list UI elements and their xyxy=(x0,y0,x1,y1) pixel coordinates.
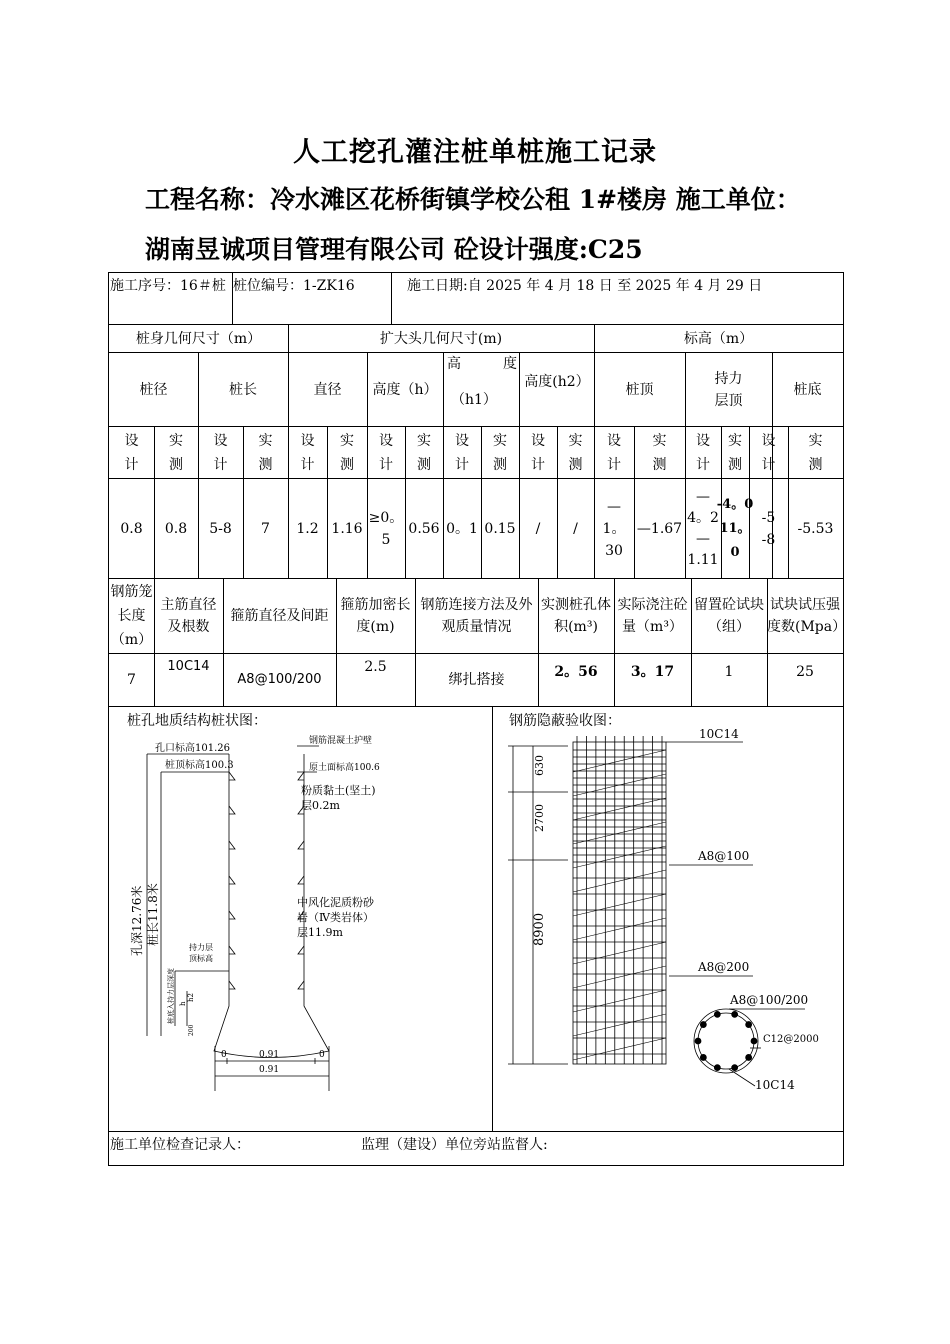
label-main-bar: 10C14 xyxy=(699,727,739,741)
head-dense-length: 箍筋加密长 度(m) xyxy=(340,597,411,635)
head-main-bar: 主筋直径 及根数 xyxy=(160,597,217,635)
val-dense-length: 2.5 xyxy=(364,659,387,675)
head-height-h: 高度（h） xyxy=(372,381,438,398)
group-pile-body: 桩身几何尺寸（m） xyxy=(135,330,262,347)
section-bar-dot xyxy=(700,1022,706,1028)
head-pile-top: 桩顶 xyxy=(625,381,654,398)
val-len-design: 5-8 xyxy=(209,520,232,537)
val-dia-measured: 1.16 xyxy=(331,520,363,537)
label-layer-rock-thickness: 层11.9m xyxy=(297,926,343,939)
val-h1-measured: 0.15 xyxy=(484,520,516,537)
val-pour-volume: 3。17 xyxy=(630,664,675,680)
head-hole-volume: 实测桩孔体 积(m³) xyxy=(541,597,611,635)
head-stirrup: 箍筋直径及间距 xyxy=(230,608,329,624)
head-test-blocks: 留置砼试块 （组） xyxy=(694,597,764,635)
label-spacing-100-200: A8@100/200 xyxy=(730,993,809,1007)
val-h2-design: / xyxy=(535,520,541,537)
val-bear-design: — 4。2 — 1.11 xyxy=(687,488,719,568)
rebar-cage-drawing xyxy=(493,706,843,1131)
design-header: 设 计 xyxy=(531,432,545,473)
head-pour-volume: 实际浇注砼 量（m³） xyxy=(617,597,688,635)
label-section-bar: 10C14 xyxy=(755,1078,795,1092)
head-height-h2: 高度(h2） xyxy=(524,374,590,390)
inspector-label: 施工单位检查记录人： xyxy=(110,1137,250,1153)
label-hole-depth: 孔深12.76米 xyxy=(130,885,144,956)
design-header: 设 计 xyxy=(761,432,776,473)
label-hole-mouth-elevation: 孔口标高101.26 xyxy=(155,743,230,754)
label-layer-clay-thickness: 层0.2m xyxy=(301,799,340,812)
val-stirrup: A8@100/200 xyxy=(237,672,322,687)
label-spacing-100: A8@100 xyxy=(698,849,750,863)
label-dim-091-top: 0.91 xyxy=(259,1050,280,1060)
label-layer-rock: 中风化泥质粉砂 xyxy=(297,896,374,909)
label-dim-0-left: 0 xyxy=(221,1050,227,1060)
measured-header: 实 测 xyxy=(340,432,354,473)
construction-sequence: 施工序号：16＃桩 xyxy=(110,278,226,294)
label-embed-depth: 桩底入持力层深度 xyxy=(167,968,175,1024)
design-header: 设 计 xyxy=(455,432,469,473)
label-retaining-wall: 钢筋混凝土护壁 xyxy=(309,736,373,746)
head-height-h1: 高 度 （h1） xyxy=(447,356,517,408)
val-test-blocks: 1 xyxy=(724,664,734,680)
label-dim-0-right: 0 xyxy=(319,1050,325,1060)
right-drawing-title: 钢筋隐蔽验收图： xyxy=(509,713,621,729)
head-cage-length: 钢筋笼 长度 （m） xyxy=(110,584,153,648)
val-h2-measured: / xyxy=(573,520,578,537)
label-pile-top-elevation: 桩顶标高100.3 xyxy=(165,760,234,771)
label-layer-rock-class: 岩（Ⅳ类岩体） xyxy=(297,911,374,924)
dim-630: 630 xyxy=(533,755,546,776)
val-top-measured: —1.67 xyxy=(636,520,683,537)
val-cage-length: 7 xyxy=(127,672,136,688)
head-bearing-layer: 持力 层顶 xyxy=(714,370,743,409)
section-bar-dot xyxy=(695,1038,701,1044)
label-dim-091-bottom: 0.91 xyxy=(259,1065,280,1075)
page-title: 人工挖孔灌注桩单桩施工记录 xyxy=(293,137,657,168)
val-d-measured: 0.8 xyxy=(164,520,188,537)
head-diameter: 直径 xyxy=(313,381,342,398)
val-h-measured: 0.56 xyxy=(408,520,440,537)
left-drawing-title: 桩孔地质结构桩状图： xyxy=(127,713,267,729)
measured-header: 实 测 xyxy=(808,432,823,473)
val-bear-measured: -4。0 11。 0 xyxy=(716,496,754,560)
pile-number: 桩位编号：1-ZK16 xyxy=(233,278,355,294)
measured-header: 实 测 xyxy=(258,432,273,473)
val-dia-design: 1.2 xyxy=(296,520,319,537)
measured-header: 实 测 xyxy=(652,432,667,473)
val-bottom-design: -5 -8 xyxy=(761,509,776,548)
head-connection: 钢筋连接方法及外 观质量情况 xyxy=(420,597,533,635)
measured-header: 实 测 xyxy=(728,432,742,473)
measured-header: 实 测 xyxy=(493,432,507,473)
section-bar-dot xyxy=(714,1065,720,1071)
val-main-bar: 10C14 xyxy=(167,659,210,674)
label-pile-length: 桩长11.8米 xyxy=(146,883,160,946)
measured-header: 实 测 xyxy=(417,432,431,473)
val-test-strength: 25 xyxy=(796,664,814,680)
group-elevation: 标高（m） xyxy=(683,330,754,347)
label-h: h xyxy=(179,1001,187,1006)
section-bar-dot xyxy=(732,1065,738,1071)
section-bar-dot xyxy=(732,1011,738,1017)
val-top-design: — 1。30 xyxy=(602,498,626,559)
section-bar-dot xyxy=(700,1054,706,1060)
design-header: 设 计 xyxy=(607,432,621,473)
label-bearing-layer: 持力层 xyxy=(189,943,213,952)
label-bearing-top: 顶标高 xyxy=(189,954,213,963)
head-pile-length: 桩长 xyxy=(229,381,257,398)
label-spacing-200: A8@200 xyxy=(698,960,750,974)
head-pile-diameter: 桩径 xyxy=(139,381,168,398)
section-bar-dot xyxy=(714,1011,720,1017)
head-test-strength: 试块试压强 度数(Mpa） xyxy=(767,597,847,635)
construction-date: 施工日期:自 2025 年 4 月 18 日 至 2025 年 4 月 29 日 xyxy=(407,278,763,294)
val-connection: 绑扎搭接 xyxy=(448,672,505,688)
design-header: 设 计 xyxy=(300,432,315,473)
measured-header: 实 测 xyxy=(568,432,583,473)
record-table xyxy=(108,272,847,1166)
project-name-line: 工程名称：冷水滩区花桥街镇学校公租 1#楼房 施工单位： xyxy=(145,185,801,214)
section-bar-dot xyxy=(751,1038,757,1044)
label-ring-bar: C12@2000 xyxy=(763,1034,819,1045)
val-d-design: 0.8 xyxy=(120,520,143,537)
supervisor-label: 监理（建设）单位旁站监督人: xyxy=(361,1137,548,1153)
company-line: 湖南昱诚项目管理有限公司 砼设计强度:C25 xyxy=(145,235,643,264)
val-len-measured: 7 xyxy=(261,520,270,537)
group-enlarged-head: 扩大头几何尺寸(m) xyxy=(379,330,503,347)
measured-header: 实 测 xyxy=(169,432,183,473)
pile-geology-drawing xyxy=(109,706,492,1131)
val-hole-volume: 2。56 xyxy=(554,664,598,680)
dim-8900: 8900 xyxy=(532,912,547,946)
val-h-design: ≥0。 5 xyxy=(368,509,404,548)
dim-2700: 2700 xyxy=(533,804,546,832)
design-header: 设 计 xyxy=(696,432,710,473)
label-layer-clay: 粉质黏土(坚土) xyxy=(301,784,376,797)
head-pile-bottom: 桩底 xyxy=(793,381,822,398)
label-original-ground-elevation: 原土面标高100.6 xyxy=(309,763,380,773)
section-bar-dot xyxy=(746,1022,752,1028)
val-h1-design: 0。1 xyxy=(446,520,478,537)
val-bottom-measured: -5.53 xyxy=(797,520,834,537)
design-header: 设 计 xyxy=(379,432,393,473)
design-header: 设 计 xyxy=(124,432,139,473)
label-h2: h2 xyxy=(187,993,195,1002)
label-dim-200: 200 xyxy=(188,1024,195,1036)
design-header: 设 计 xyxy=(213,432,228,473)
section-bar-dot xyxy=(746,1054,752,1060)
